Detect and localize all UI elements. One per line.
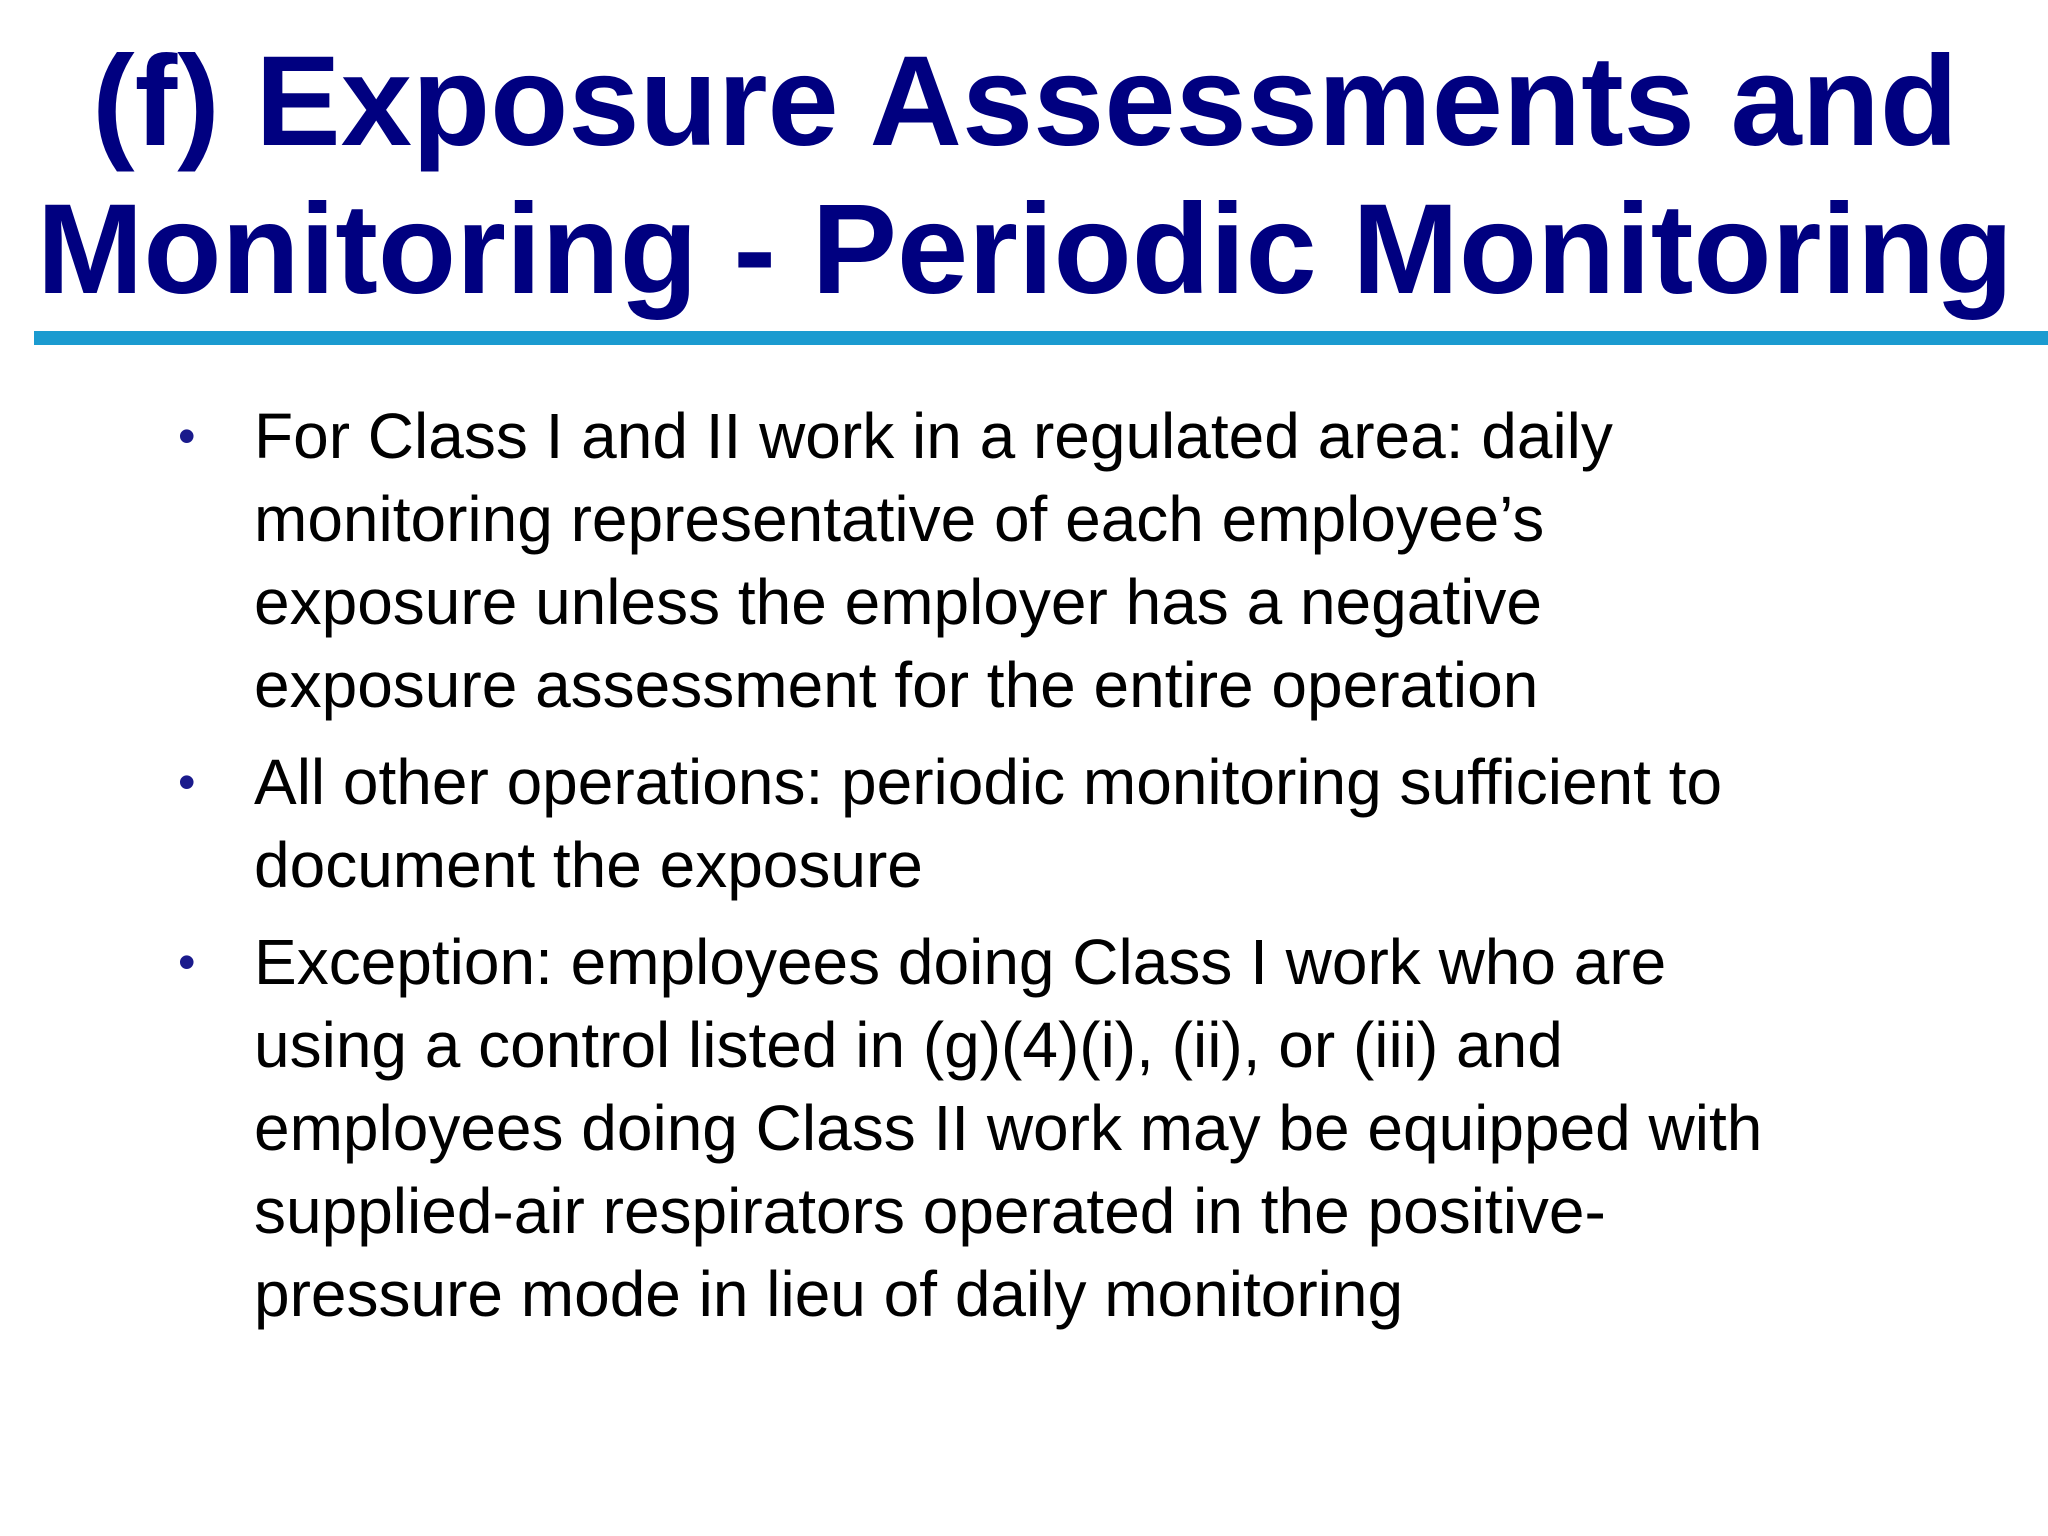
bullet-text [254,741,1910,907]
bullet-item-1 [170,395,1910,727]
bullet-line: For Class I and II work in a regulated area: daily [254,400,1613,472]
bullet-text [254,921,1910,1336]
bullet-list [170,395,1910,1350]
bullet-line: exposure unless the employer has a negative [254,566,1542,638]
bullet-line: employees doing Class II work may be equipped with [254,1092,1763,1164]
bullet-line: document the exposure [254,829,923,901]
bullet-line: pressure mode in lieu of daily monitoring [254,1258,1404,1330]
bullet-line: monitoring representative of each employee’s [254,483,1545,555]
bullet-item-2 [170,741,1910,907]
bullet-line: supplied-air respirators operated in the positive- [254,1175,1606,1247]
bullet-dot-icon: • [178,934,196,990]
title-line-2: Monitoring - Periodic Monitoring [36,178,2014,321]
bullet-dot-icon: • [178,754,196,810]
title-line-1: (f) Exposure Assessments and [91,30,1959,173]
bullet-text [254,395,1910,727]
title-divider [34,331,2048,345]
bullet-line: using a control listed in (g)(4)(i), (ii), or (iii) and [254,1009,1563,1081]
bullet-line: All other operations: periodic monitoring sufficient to [254,746,1723,818]
bullet-item-3 [170,921,1910,1336]
bullet-dot-icon: • [178,408,196,464]
slide-title [30,28,2020,324]
bullet-line: exposure assessment for the entire operation [254,649,1539,721]
bullet-line: Exception: employees doing Class I work who are [254,926,1667,998]
